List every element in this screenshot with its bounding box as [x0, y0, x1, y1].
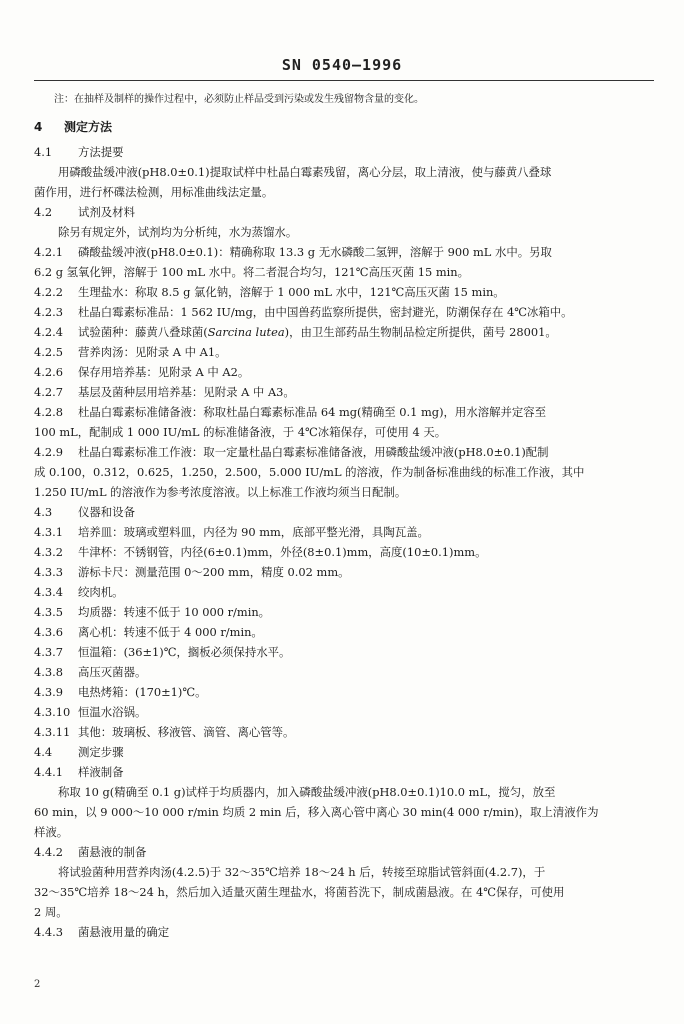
paragraph-line: 2 周。 [34, 905, 68, 919]
item-number: 4.3.8 [34, 665, 63, 679]
subsection-number: 4.2 [34, 205, 53, 219]
item-number: 4.4.1 [34, 765, 63, 779]
item-text: 其他：玻璃板、移液管、滴管、离心管等。 [78, 725, 295, 739]
item-text: 杜晶白霉素标准储备液：称取杜晶白霉素标准品 64 mg(精确至 0.1 mg)，用水溶解并定容至 [78, 405, 547, 419]
section-title: 测定方法 [64, 120, 113, 134]
item-number: 4.2.6 [34, 365, 63, 379]
item-number: 4.2.3 [34, 305, 63, 319]
item-text: )，由卫生部药品生物制品检定所提供，菌号 28001。 [284, 325, 557, 339]
item-number: 4.3.4 [34, 585, 63, 599]
item-title: 菌悬液用量的确定 [78, 925, 170, 939]
item-4-3-10 [34, 702, 654, 722]
item-number: 4.2.8 [34, 405, 63, 419]
subsection-number: 4.3 [34, 505, 53, 519]
item-text: 离心机：转速不低于 4 000 r/min。 [78, 625, 263, 639]
paragraph-line: 菌作用，进行杯碟法检测，用标准曲线法定量。 [34, 185, 274, 199]
item-4-4-3-heading [34, 922, 654, 942]
item-number: 4.3.6 [34, 625, 63, 639]
item-number: 4.3.10 [34, 705, 71, 719]
item-text: 恒温水浴锅。 [78, 705, 147, 719]
item-number: 4.4.2 [34, 845, 63, 859]
paragraph-line: 样液。 [34, 825, 69, 839]
item-4-3-9 [34, 682, 654, 702]
item-text: 高压灭菌器。 [78, 665, 147, 679]
item-number: 4.3.9 [34, 685, 63, 699]
paragraph-line: 将试验菌种用营养肉汤(4.2.5)于 32～35℃培养 18～24 h 后，转接至琼脂试管斜面(4.2.7)，于 [58, 865, 546, 879]
paragraph-line: 32～35℃培养 18～24 h，然后加入适量灭菌生理盐水，将菌苔洗下，制成菌悬液。在 4℃保存，可使用 [34, 885, 565, 899]
item-4-3-3 [34, 562, 654, 582]
sampling-note: 注：在抽样及制样的操作过程中，必须防止样品受到污染或发生残留物含量的变化。 [54, 94, 424, 105]
item-number: 4.2.5 [34, 345, 63, 359]
item-4-3-4 [34, 582, 654, 602]
item-4-2-5 [34, 342, 654, 362]
item-4-3-8 [34, 662, 654, 682]
item-4-4-2-heading [34, 842, 654, 862]
item-text: 均质器：转速不低于 10 000 r/min。 [78, 605, 271, 619]
paragraph-line: 100 mL，配制成 1 000 IU/mL 的标准储备液，于 4℃冰箱保存，可使用 4 天。 [34, 425, 447, 439]
item-number: 4.4.3 [34, 925, 63, 939]
paragraph-line: 6.2 g 氢氧化钾，溶解于 100 mL 水中。将二者混合均匀，121℃高压灭菌 15 min。 [34, 265, 469, 279]
item-4-3-11 [34, 722, 654, 742]
item-number: 4.2.4 [34, 325, 63, 339]
item-number: 4.3.2 [34, 545, 63, 559]
item-text: 保存用培养基：见附录 A 中 A2。 [78, 365, 250, 379]
document-code-header: SN 0540—1996 [281, 56, 403, 74]
subsection-title: 仪器和设备 [78, 505, 135, 519]
section-4-heading [34, 112, 654, 142]
item-text: 牛津杯：不锈钢管，内径(6±0.1)mm，外径(8±0.1)mm，高度(10±0.1)mm。 [78, 545, 487, 559]
document-body [34, 88, 654, 942]
item-number: 4.2.2 [34, 285, 63, 299]
item-4-2-3 [34, 302, 654, 322]
subsection-4-1-heading [34, 142, 654, 162]
item-number: 4.3.1 [34, 525, 63, 539]
section-number: 4 [34, 120, 43, 134]
item-4-2-1 [34, 242, 654, 262]
item-text: 生理盐水：称取 8.5 g 氯化钠，溶解于 1 000 mL 水中，121℃高压灭菌 15 min。 [78, 285, 505, 299]
item-number: 4.3.3 [34, 565, 63, 579]
page-number: 2 [34, 979, 41, 990]
item-4-4-1-heading [34, 762, 654, 782]
header-rule [34, 80, 654, 81]
item-text: 杜晶白霉素标准品：1 562 IU/mg，由中国兽药监察所提供，密封避光，防潮保存在 4℃冰箱中。 [78, 305, 573, 319]
item-title: 菌悬液的制备 [78, 845, 147, 859]
paragraph-line: 用磷酸盐缓冲液(pH8.0±0.1)提取试样中杜晶白霉素残留，离心分层，取上清液，使与藤黄八叠球 [58, 165, 552, 179]
item-4-3-6 [34, 622, 654, 642]
item-text: 游标卡尺：测量范围 0～200 mm，精度 0.02 mm。 [78, 565, 350, 579]
item-number: 4.2.9 [34, 445, 63, 459]
paragraph-line: 成 0.100，0.312，0.625，1.250，2.500，5.000 IU/mL 的溶液，作为制备标准曲线的标准工作液，其中 [34, 465, 585, 479]
subsection-4-4-heading [34, 742, 654, 762]
item-text: 杜晶白霉素标准工作液：取一定量杜晶白霉素标准储备液，用磷酸盐缓冲液(pH8.0±0.1)配制 [78, 445, 549, 459]
item-title: 样液制备 [78, 765, 124, 779]
subsection-number: 4.1 [34, 145, 53, 159]
item-text: 营养肉汤：见附录 A 中 A1。 [78, 345, 227, 359]
item-4-2-9 [34, 442, 654, 462]
subsection-4-3-heading [34, 502, 654, 522]
item-4-3-5 [34, 602, 654, 622]
item-text: 磷酸盐缓冲液(pH8.0±0.1)：精确称取 13.3 g 无水磷酸二氢钾，溶解于 900 mL 水中。另取 [78, 245, 552, 259]
item-text: 电热烤箱：(170±1)℃。 [78, 685, 207, 699]
subsection-title: 测定步骤 [78, 745, 124, 759]
item-4-2-7 [34, 382, 654, 402]
item-text: 培养皿：玻璃或塑料皿，内径为 90 mm，底部平整光滑，具陶瓦盖。 [78, 525, 429, 539]
item-number: 4.3.7 [34, 645, 63, 659]
paragraph-line: 称取 10 g(精确至 0.1 g)试样于均质器内，加入磷酸盐缓冲液(pH8.0±0.1)10.0 mL，搅匀，放至 [58, 785, 556, 799]
item-4-2-6 [34, 362, 654, 382]
paragraph-line: 除另有规定外，试剂均为分析纯，水为蒸馏水。 [58, 225, 298, 239]
item-4-3-1 [34, 522, 654, 542]
paragraph-line: 60 min，以 9 000～10 000 r/min 均质 2 min 后，移入离心管中离心 30 min(4 000 r/min)，取上清液作为 [34, 805, 599, 819]
item-number: 4.3.11 [34, 725, 71, 739]
subsection-4-2-heading [34, 202, 654, 222]
item-number: 4.3.5 [34, 605, 63, 619]
item-4-2-2 [34, 282, 654, 302]
item-number: 4.2.7 [34, 385, 63, 399]
paragraph-line: 1.250 IU/mL 的溶液作为参考浓度溶液。以上标准工作液均须当日配制。 [34, 485, 407, 499]
subsection-title: 方法提要 [78, 145, 124, 159]
item-4-2-8 [34, 402, 654, 422]
item-text: 绞肉机。 [78, 585, 124, 599]
item-text: 基层及菌种层用培养基：见附录 A 中 A3。 [78, 385, 295, 399]
item-text: 试验菌种：藤黄八叠球菌( [78, 325, 208, 339]
item-text: 恒温箱：(36±1)℃，搁板必须保持水平。 [78, 645, 291, 659]
item-number: 4.2.1 [34, 245, 63, 259]
item-4-3-7 [34, 642, 654, 662]
subsection-number: 4.4 [34, 745, 53, 759]
subsection-title: 试剂及材料 [78, 205, 135, 219]
item-4-3-2 [34, 542, 654, 562]
item-4-2-4 [34, 322, 654, 342]
latin-species-name: Sarcina lutea [207, 325, 285, 339]
